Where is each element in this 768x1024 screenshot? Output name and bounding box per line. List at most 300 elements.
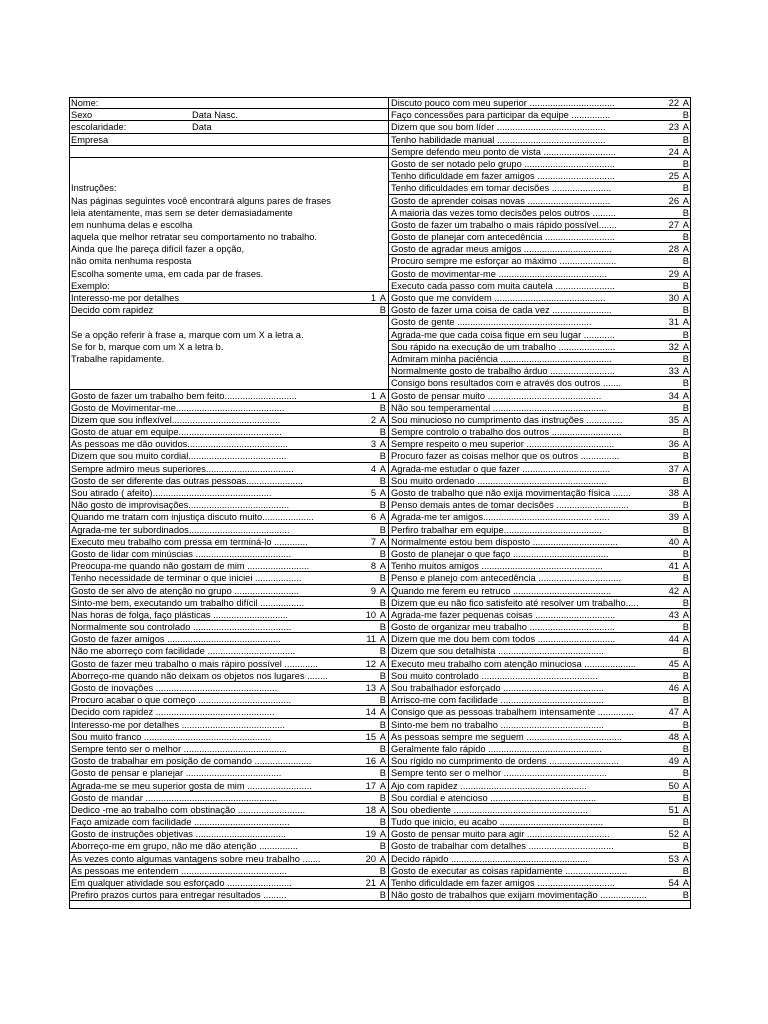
question-option-b[interactable] — [389, 377, 691, 389]
question-number: 28 — [668, 244, 679, 255]
question-option-a[interactable] — [389, 146, 691, 158]
answer-letter-b[interactable]: B — [682, 158, 689, 169]
question-number: 35 — [668, 414, 679, 425]
phrase-a: Agrada-me fazer pequenas coisas ............................... — [391, 609, 616, 620]
answer-letter-b[interactable]: B — [682, 110, 689, 121]
question-option-b[interactable] — [389, 694, 691, 706]
question-option-b[interactable] — [389, 645, 691, 657]
answer-letter-b[interactable]: B — [682, 524, 689, 535]
question-number: 42 — [668, 585, 679, 596]
question-number: 40 — [668, 536, 679, 547]
question-number: 3 — [370, 439, 376, 450]
question-option-a[interactable] — [389, 219, 691, 231]
answer-letter-a[interactable]: A — [379, 756, 386, 767]
question-option-b[interactable] — [69, 767, 388, 779]
question-number: 50 — [668, 780, 679, 791]
question-option-a[interactable] — [389, 633, 691, 645]
answer-letter-a[interactable]: A — [682, 561, 689, 572]
answer-letter-a[interactable]: A — [682, 317, 689, 328]
answer-letter-b[interactable]: B — [682, 183, 689, 194]
question-option-b[interactable] — [69, 475, 388, 487]
date-label: Data — [192, 122, 212, 133]
phrase-b: Gosto de ser notado pelo grupo ................................... — [391, 158, 615, 169]
question-option-b[interactable] — [69, 597, 388, 609]
answer-letter-a[interactable]: A — [682, 414, 689, 425]
answer-letter-a[interactable]: A — [682, 756, 689, 767]
phrase-a: Às vezes conto algumas vantagens sobre meu trabalho ....... — [71, 853, 321, 864]
question-number: 51 — [668, 804, 679, 815]
phrase-a: Sou trabalhador esforçado ....................................... — [391, 683, 604, 693]
answer-letter-b[interactable]: B — [379, 622, 386, 633]
answer-letter-b[interactable]: B — [379, 792, 386, 803]
phrase-b: Gosto de mandar ................................................... — [71, 792, 278, 803]
question-option-b[interactable] — [389, 304, 691, 316]
answer-letter-b[interactable]: B — [682, 792, 689, 803]
phrase-b: Gosto de Movimentar-me.......................................... — [71, 402, 285, 413]
question-option-b[interactable] — [69, 743, 388, 755]
phrase-a: Consigo que as pessoas trabalhem intensamente .............. — [391, 707, 634, 718]
question-option-a[interactable] — [389, 706, 691, 718]
answer-letter-a[interactable]: A — [682, 122, 689, 133]
answer-letter-b[interactable]: B — [682, 207, 689, 218]
question-option-a[interactable] — [389, 487, 691, 499]
answer-letter-a[interactable]: A — [682, 293, 689, 303]
answer-letter-a[interactable]: A — [682, 390, 689, 401]
question-option-b[interactable] — [69, 792, 388, 804]
question-option-b[interactable] — [69, 572, 388, 584]
phrase-b: Gosto de ser diferente das outras pessoas...................... — [71, 475, 304, 486]
question-option-a[interactable] — [69, 487, 388, 499]
question-option-b[interactable] — [389, 280, 691, 292]
answer-letter-a[interactable]: A — [682, 634, 689, 645]
answer-letter-b[interactable]: B — [379, 743, 386, 754]
instruction-line — [69, 231, 388, 243]
answer-letter-b[interactable]: B — [379, 817, 386, 828]
question-option-b[interactable] — [389, 255, 691, 267]
answer-letter-a[interactable]: A — [379, 658, 386, 669]
phrase-a: Gosto de ser alvo de atenção no grupo ......................... — [71, 585, 299, 596]
question-number: 19 — [365, 829, 376, 840]
question-option-a[interactable] — [389, 731, 691, 743]
question-option-a[interactable] — [69, 536, 388, 548]
answer-letter-b[interactable]: B — [682, 841, 689, 852]
question-option-b[interactable] — [389, 353, 691, 365]
answer-letter-a[interactable]: A — [682, 439, 689, 450]
question-option-b[interactable] — [389, 134, 691, 146]
answer-letter-b[interactable]: B — [682, 451, 689, 462]
question-option-a[interactable] — [389, 170, 691, 182]
answer-letter-a[interactable]: A — [682, 219, 689, 230]
answer-letter-a[interactable]: A — [379, 804, 386, 815]
answer-letter-b[interactable]: B — [682, 622, 689, 633]
question-number: 37 — [668, 463, 679, 474]
answer-letter-a[interactable]: A — [379, 414, 386, 425]
phrase-b: Gosto de lidar com minúscias ..................................... — [71, 548, 292, 559]
phrase-a: Ajo com rapidez ................................................. — [391, 780, 587, 791]
question-option-a[interactable] — [389, 780, 691, 792]
answer-letter-b[interactable]: B — [379, 719, 386, 730]
question-option-b[interactable] — [69, 865, 388, 877]
question-option-a[interactable] — [69, 511, 388, 523]
answer-letter-a[interactable]: A — [682, 829, 689, 840]
answer-letter-a[interactable]: A — [682, 341, 689, 352]
phrase-b: Sinto-me bem no trabalho ........................................ — [391, 719, 604, 730]
answer-letter-a[interactable]: A — [379, 536, 386, 547]
question-option-b[interactable] — [389, 572, 691, 584]
question-option-a[interactable] — [69, 390, 388, 402]
question-option-b[interactable] — [69, 694, 388, 706]
question-option-b[interactable] — [389, 109, 691, 121]
answer-letter-b[interactable]: B — [682, 427, 689, 438]
answer-letter-a[interactable]: A — [379, 829, 386, 840]
answer-letter-b[interactable]: B — [682, 597, 689, 608]
phrase-b: Dizem que sou detalhista ......................................... — [391, 646, 604, 657]
example-block — [69, 292, 388, 316]
question-option-a[interactable] — [69, 755, 388, 767]
question-option-b[interactable] — [69, 524, 388, 536]
phrase-b: Dizem que sou muito cordial...................................... — [71, 451, 287, 462]
answer-letter-a[interactable]: A — [682, 731, 689, 742]
question-option-a[interactable] — [389, 536, 691, 548]
answer-letter-a[interactable]: A — [682, 683, 689, 693]
question-option-b[interactable] — [389, 816, 691, 828]
answer-letter-a[interactable]: A — [682, 195, 689, 206]
answer-letter-a[interactable]: A — [682, 268, 689, 279]
name-label: Nome: — [71, 98, 99, 108]
phrase-b: Gosto de trabalhar com detalhes ................................. — [391, 841, 614, 852]
question-option-a[interactable] — [69, 804, 388, 816]
question-option-b[interactable] — [69, 621, 388, 633]
answer-letter-a[interactable]: A — [682, 463, 689, 474]
answer-letter-a[interactable]: A — [682, 853, 689, 864]
phrase-b: Não me aborreço com facilidade .................................. — [71, 646, 296, 657]
question-option-b[interactable] — [69, 548, 388, 560]
answer-letter-a[interactable]: A — [682, 98, 689, 108]
question-option-b[interactable] — [389, 719, 691, 731]
answer-letter-b[interactable]: B — [682, 475, 689, 486]
question-option-b[interactable] — [389, 207, 691, 219]
phrase-a: Gosto de fazer amigos ............................................ — [71, 634, 281, 645]
answer-letter-a[interactable]: A — [379, 585, 386, 596]
question-option-a[interactable] — [389, 121, 691, 133]
answer-letter-a[interactable]: A — [682, 171, 689, 182]
answer-letter-b[interactable]: B — [682, 865, 689, 876]
answer-letter-b[interactable]: B — [379, 841, 386, 852]
instruction-text: não omita nenhuma resposta — [71, 256, 192, 267]
phrase-a: Gosto de pensar muito ............................................ — [391, 390, 602, 401]
question-option-b[interactable] — [69, 840, 388, 852]
answer-letter-a[interactable]: A — [682, 244, 689, 255]
question-option-a[interactable] — [389, 609, 691, 621]
question-option-a[interactable] — [389, 390, 691, 402]
question-option-b[interactable] — [389, 158, 691, 170]
question-option-b[interactable] — [69, 402, 388, 414]
answer-letter-b[interactable]: B — [682, 743, 689, 754]
left-question-list — [69, 390, 388, 902]
question-number: 13 — [365, 683, 376, 693]
birthdate-label: Data Nasc. — [192, 110, 238, 121]
phrase-b: A maioria das vezes tomo decisões pelos outros ......... — [391, 207, 616, 218]
phrase-a: Gosto de movimentar-me .......................................... — [391, 268, 607, 279]
question-option-b[interactable] — [69, 450, 388, 462]
answer-letter-a[interactable]: A — [379, 463, 386, 474]
answer-letter-a[interactable]: A — [379, 609, 386, 620]
question-option-b[interactable] — [389, 450, 691, 462]
answer-letter-b[interactable]: B — [379, 427, 386, 438]
question-option-a[interactable] — [389, 97, 691, 109]
question-option-a[interactable] — [389, 341, 691, 353]
question-option-a[interactable] — [389, 682, 691, 694]
question-option-a[interactable] — [389, 414, 691, 426]
phrase-a: Gosto de agradar meus amigos .................................. — [391, 244, 612, 255]
answer-letter-b[interactable]: B — [682, 378, 689, 389]
answer-letter-b[interactable]: B — [682, 256, 689, 267]
question-option-a[interactable] — [69, 706, 388, 718]
answer-letter-a[interactable]: A — [682, 878, 689, 888]
question-option-b[interactable] — [389, 329, 691, 341]
answer-letter-b[interactable]: B — [379, 548, 386, 559]
answer-letter-a[interactable]: A — [682, 609, 689, 620]
answer-letter-b[interactable]: B — [379, 475, 386, 486]
phrase-a: Sou rápido na execução de um trabalho ...................... — [391, 341, 616, 352]
answer-letter-b[interactable]: B — [682, 548, 689, 559]
explanation-block — [69, 316, 388, 389]
answer-letter-b[interactable]: B — [682, 329, 689, 340]
example-option-a[interactable] — [69, 292, 388, 304]
question-option-a[interactable] — [69, 853, 388, 865]
phrase-b: Prefiro prazos curtos para entregar resultados ......... — [71, 890, 287, 901]
answer-letter-b[interactable]: B — [379, 451, 386, 462]
phrase-b: Procuro fazer as coisas melhor que os outros ............... — [391, 451, 620, 462]
answer-letter-b[interactable]: B — [379, 890, 386, 901]
question-option-b[interactable] — [389, 475, 691, 487]
answer-letter-b[interactable]: B — [682, 695, 689, 706]
answer-letter-a[interactable]: A — [379, 731, 386, 742]
schooling-date-row[interactable] — [69, 121, 388, 133]
sex-birthdate-row[interactable] — [69, 109, 388, 121]
question-number: 44 — [668, 634, 679, 645]
phrase-a: Decido com rapidez .............................................. — [71, 707, 275, 718]
blank-row — [69, 365, 388, 377]
answer-letter-b[interactable]: B — [682, 573, 689, 584]
answer-letter-b[interactable]: B — [379, 573, 386, 584]
answer-letter-b[interactable]: B — [682, 817, 689, 828]
question-option-b[interactable] — [389, 743, 691, 755]
question-option-a[interactable] — [69, 414, 388, 426]
question-option-b[interactable] — [389, 182, 691, 194]
question-option-a[interactable] — [69, 682, 388, 694]
example-letter-a[interactable]: A — [379, 293, 386, 303]
answer-letter-b[interactable]: B — [379, 865, 386, 876]
phrase-b: Não gosto de improvisações....................................... — [71, 500, 290, 511]
question-option-b[interactable] — [389, 499, 691, 511]
phrase-a: Gosto de gente .................................................... — [391, 317, 592, 328]
phrase-a: Tenho muitos amigos ............................................... — [391, 561, 603, 572]
company-field[interactable] — [69, 134, 388, 146]
question-option-b[interactable] — [69, 645, 388, 657]
question-option-a[interactable] — [389, 658, 691, 670]
question-option-b[interactable] — [389, 670, 691, 682]
question-option-a[interactable] — [69, 463, 388, 475]
answer-letter-a[interactable]: A — [682, 536, 689, 547]
question-option-b[interactable] — [389, 548, 691, 560]
question-option-b[interactable] — [69, 889, 388, 901]
question-option-b[interactable] — [389, 865, 691, 877]
answer-letter-b[interactable]: B — [682, 768, 689, 779]
answer-letter-b[interactable]: B — [682, 353, 689, 364]
answer-letter-a[interactable]: A — [682, 585, 689, 596]
answer-letter-b[interactable]: B — [682, 305, 689, 316]
question-option-a[interactable] — [389, 585, 691, 597]
question-option-a[interactable] — [69, 633, 388, 645]
answer-letter-a[interactable]: A — [379, 561, 386, 572]
answer-letter-b[interactable]: B — [682, 134, 689, 145]
answer-letter-b[interactable]: B — [682, 280, 689, 291]
answer-letter-b[interactable]: B — [682, 232, 689, 243]
answer-letter-b[interactable]: B — [682, 670, 689, 681]
question-option-a[interactable] — [389, 560, 691, 572]
question-option-b[interactable] — [389, 621, 691, 633]
question-option-a[interactable] — [389, 195, 691, 207]
question-option-a[interactable] — [69, 609, 388, 621]
answer-letter-a[interactable]: A — [682, 146, 689, 157]
example-option-b[interactable] — [69, 304, 388, 316]
question-option-b[interactable] — [389, 231, 691, 243]
question-option-b[interactable] — [69, 426, 388, 438]
question-option-a[interactable] — [69, 780, 388, 792]
phrase-a: Gosto de fazer um trabalho bem feito............................ — [71, 390, 297, 401]
phrase-b: Normalmente sou controlado ...................................... — [71, 622, 292, 633]
answer-letter-b[interactable]: B — [682, 890, 689, 901]
question-option-a[interactable] — [389, 511, 691, 523]
question-option-a[interactable] — [389, 463, 691, 475]
question-option-b[interactable] — [69, 719, 388, 731]
answer-letter-b[interactable]: B — [682, 500, 689, 511]
question-option-a[interactable] — [389, 268, 691, 280]
question-number: 18 — [365, 804, 376, 815]
answer-letter-b[interactable]: B — [379, 695, 386, 706]
question-option-a[interactable] — [389, 316, 691, 328]
question-option-b[interactable] — [69, 816, 388, 828]
answer-letter-b[interactable]: B — [379, 768, 386, 779]
question-option-a[interactable] — [389, 804, 691, 816]
question-option-b[interactable] — [389, 840, 691, 852]
answer-letter-b[interactable]: B — [682, 646, 689, 657]
answer-letter-b[interactable]: B — [379, 646, 386, 657]
answer-letter-a[interactable]: A — [682, 488, 689, 498]
question-option-a[interactable] — [389, 292, 691, 304]
question-option-b[interactable] — [69, 499, 388, 511]
question-option-a[interactable] — [69, 828, 388, 840]
question-option-a[interactable] — [69, 438, 388, 450]
phrase-a: Sempre admiro meus superiores.................................. — [71, 463, 294, 474]
question-option-a[interactable] — [69, 658, 388, 670]
answer-letter-a[interactable]: A — [379, 780, 386, 791]
answer-letter-b[interactable]: B — [379, 670, 386, 681]
answer-letter-a[interactable]: A — [682, 512, 689, 523]
instruction-text: em nunhuma delas e escolha — [71, 219, 193, 230]
answer-letter-a[interactable]: A — [379, 512, 386, 523]
name-field[interactable] — [69, 97, 388, 109]
question-option-a[interactable] — [389, 755, 691, 767]
question-option-a[interactable] — [69, 877, 388, 889]
answer-letter-a[interactable]: A — [379, 853, 386, 864]
answer-letter-a[interactable]: A — [379, 634, 386, 645]
answer-letter-a[interactable]: A — [379, 878, 386, 888]
question-option-a[interactable] — [389, 828, 691, 840]
phrase-b: Gosto de atuar em equipe........................................ — [71, 427, 282, 438]
question-number: 7 — [370, 536, 376, 547]
question-option-b[interactable] — [389, 767, 691, 779]
question-option-a[interactable] — [389, 243, 691, 255]
question-option-a[interactable] — [69, 731, 388, 743]
blank-row — [69, 146, 388, 158]
phrase-a: Sou rígido no cumprimento de ordens ........................... — [391, 756, 619, 767]
answer-letter-a[interactable]: A — [379, 707, 386, 718]
phrase-a: Gosto de aprender coisas novas ................................ — [391, 195, 611, 206]
question-number: 53 — [668, 853, 679, 864]
answer-letter-a[interactable]: A — [682, 658, 689, 669]
phrase-a: Gosto de fazer um trabalho o mais rápido possível....... — [391, 219, 617, 230]
answer-letter-a[interactable]: A — [379, 488, 386, 498]
question-option-b[interactable] — [389, 402, 691, 414]
answer-letter-a[interactable]: A — [682, 707, 689, 718]
question-number: 6 — [370, 512, 376, 523]
example-number: 1 — [370, 293, 376, 303]
sex-label: Sexo — [71, 110, 93, 121]
question-number: 14 — [365, 707, 376, 718]
question-option-a[interactable] — [69, 585, 388, 597]
phrase-a: As pessoas me dão ouvidos....................................... — [71, 439, 289, 450]
phrase-b: Sinto-me bem, executando um trabalho difícil ................. — [71, 597, 305, 608]
phrase-a: Sou atirado ( afeito).............................................. — [71, 488, 272, 498]
question-option-b[interactable] — [69, 670, 388, 682]
answer-letter-a[interactable]: A — [379, 683, 386, 693]
question-option-a[interactable] — [389, 365, 691, 377]
blank-row — [69, 377, 388, 389]
answer-letter-a[interactable]: A — [379, 439, 386, 450]
explanation-text: Se for b, marque com um X a letra b. — [71, 341, 224, 352]
question-option-b[interactable] — [389, 889, 691, 901]
answer-letter-a[interactable]: A — [682, 804, 689, 815]
question-number: 39 — [668, 512, 679, 523]
question-option-b[interactable] — [389, 597, 691, 609]
question-option-a[interactable] — [69, 560, 388, 572]
answer-letter-b[interactable]: B — [682, 719, 689, 730]
instructions-block — [69, 182, 388, 292]
example-letter-b[interactable]: B — [379, 305, 386, 316]
question-number: 34 — [668, 390, 679, 401]
question-option-b[interactable] — [389, 426, 691, 438]
answer-letter-b[interactable]: B — [379, 597, 386, 608]
phrase-a: Em qualquer atividade sou esforçado ......................... — [71, 878, 292, 888]
answer-letter-b[interactable]: B — [682, 402, 689, 413]
phrase-a: Preocupa-me quando não gostam de mim ........................ — [71, 561, 310, 572]
answer-letter-b[interactable]: B — [379, 524, 386, 535]
question-option-a[interactable] — [389, 438, 691, 450]
answer-letter-b[interactable]: B — [379, 402, 386, 413]
question-option-b[interactable] — [389, 792, 691, 804]
question-option-a[interactable] — [389, 877, 691, 889]
phrase-b: Tudo que inicio, eu acabo ........................................ — [391, 817, 604, 828]
phrase-a: Gosto que me convidem ........................................... — [391, 293, 606, 303]
answer-letter-a[interactable]: A — [379, 390, 386, 401]
answer-letter-a[interactable]: A — [682, 780, 689, 791]
answer-letter-b[interactable]: B — [379, 500, 386, 511]
question-option-b[interactable] — [389, 524, 691, 536]
answer-letter-a[interactable]: A — [682, 366, 689, 377]
question-option-a[interactable] — [389, 853, 691, 865]
